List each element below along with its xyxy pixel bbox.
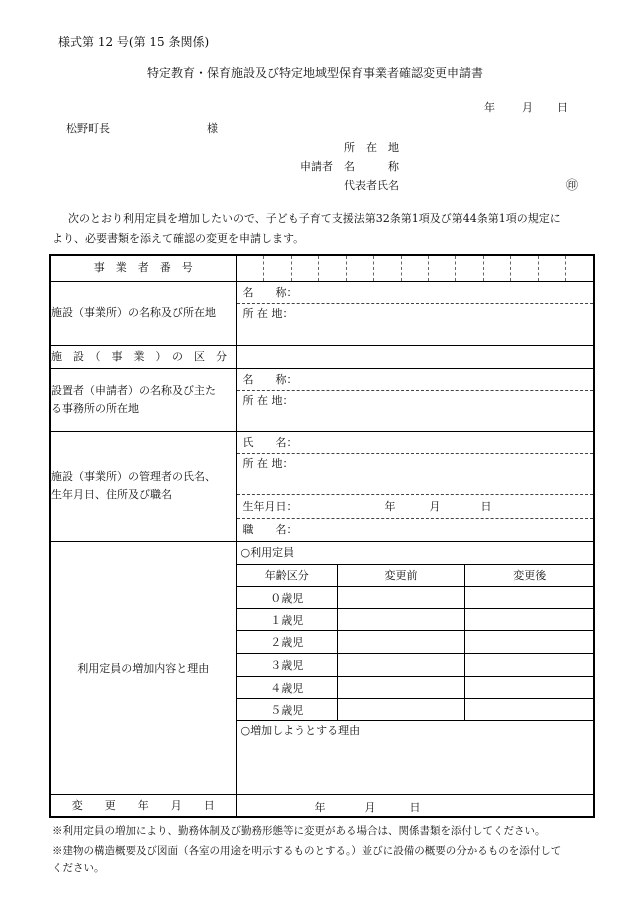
facility-name-address-label: 施設（事業所）の名称及び所在地 [50,281,236,345]
manager-name-field[interactable]: 氏 名： [237,432,594,454]
col-before-header: 変更前 [338,565,465,587]
applicant-label: 申請者 [300,160,333,173]
manager-label-line-2: 生年月日、住所及び職名 [51,488,172,501]
note-2-line-2: ください。 [52,862,105,874]
table-row [237,699,595,721]
number-digit-box[interactable] [538,256,565,281]
number-digit-box[interactable] [401,256,428,281]
number-digit-box[interactable] [237,256,264,281]
after-cell[interactable] [465,609,595,631]
age-label: ５歳児 [237,699,338,721]
age-label: １歳児 [237,609,338,631]
row-facility-category [50,345,594,368]
capacity-table [237,565,595,722]
change-date-label: 変 更 年 月 日 [50,794,236,817]
date-month: 月 [522,101,533,114]
number-digit-box[interactable] [264,256,291,281]
row-change-date [50,794,594,817]
number-digit-box[interactable] [483,256,510,281]
before-cell[interactable] [338,654,465,677]
col-age-header: 年齢区分 [237,565,338,587]
number-digit-box[interactable] [374,256,401,281]
birth-month-unit: 月 [429,499,441,513]
table-row [237,609,595,631]
applicant-address-label: 所 在 地 [344,141,399,154]
number-digit-box[interactable] [511,256,538,281]
addressee: 松野町長 [66,122,110,135]
row-facility [50,281,594,345]
birth-year-unit: 年 [384,499,396,513]
row-founder [50,368,594,431]
form-number: 様式第 12 号(第 15 条関係) [58,35,210,49]
facility-category-label: 施 設 （ 事 業 ） の 区 分 [50,345,236,368]
seal-mark: ㊞ [566,178,579,192]
row-manager [50,431,594,541]
change-date-field[interactable] [236,794,594,817]
founder-name-field[interactable]: 名 称： [237,369,594,391]
change-month-unit: 月 [364,800,376,814]
facility-address-field[interactable]: 所 在 地： [242,306,294,320]
facility-category-field[interactable] [236,345,594,368]
table-row [237,587,595,609]
age-label: ４歳児 [237,677,338,699]
after-cell[interactable] [465,677,595,699]
reason-field[interactable] [237,721,594,793]
note-1: ※利用定員の増加により、勤務体制及び勤務形態等に変更がある場合は、関係書類を添付してください。 [52,825,546,837]
before-cell[interactable] [338,609,465,631]
birth-label: 生年月日： [242,499,298,513]
date-year: 年 [484,101,495,114]
manager-job-field[interactable]: 職 名： [242,522,298,536]
business-number-label: 事 業 者 番 号 [50,255,236,281]
after-cell[interactable] [465,654,595,677]
change-year-unit: 年 [314,800,326,814]
age-label: ０歳児 [237,587,338,609]
age-label: ２歳児 [237,631,338,654]
intro-line-1: 次のとおり利用定員を増加したいので、子ども子育て支援法第32条第1項及び第44条第1項の規定に [68,212,561,225]
birth-day-unit: 日 [480,499,492,513]
table-row [237,631,595,654]
before-cell[interactable] [338,631,465,654]
before-cell[interactable] [338,587,465,609]
business-number-boxes [236,255,594,281]
table-row [237,677,595,699]
manager-birth-field[interactable] [237,495,594,519]
facility-name-field[interactable]: 名 称： [237,282,594,304]
applicant-name-label: 名 称 [344,160,399,173]
application-form-table [49,254,595,818]
reason-heading: ○増加しようとする理由 [240,724,361,737]
applicant-rep-label: 代表者氏名 [344,179,399,192]
table-row [237,654,595,677]
after-cell[interactable] [465,699,595,721]
after-cell[interactable] [465,587,595,609]
capacity-label: 利用定員の増加内容と理由 [50,541,236,794]
row-business-number [50,255,594,281]
number-digit-box[interactable] [428,256,455,281]
intro-line-2: より、必要書類を添えて確認の変更を申請します。 [52,232,305,245]
number-digit-box[interactable] [346,256,373,281]
founder-address-field[interactable]: 所 在 地： [242,393,294,407]
age-label: ３歳児 [237,654,338,677]
note-2-line-1: ※建物の構造概要及び図面（各室の用途を明示するものとする。）並びに設備の概要の分かるものを添付して [52,845,562,857]
manager-address-field[interactable]: 所 在 地： [237,454,594,495]
after-cell[interactable] [465,631,595,654]
addressee-suffix: 様 [207,122,218,135]
number-digit-box[interactable] [456,256,483,281]
change-day-unit: 日 [409,800,421,814]
row-capacity [50,541,594,794]
before-cell[interactable] [338,699,465,721]
founder-label-line-2: る事務所の所在地 [51,401,139,415]
number-digit-box[interactable] [291,256,318,281]
capacity-heading: ○利用定員 [237,542,594,565]
col-after-header: 変更後 [465,565,595,587]
date-day: 日 [557,101,568,114]
number-digit-box[interactable] [566,256,593,281]
business-number-grid [237,256,594,281]
before-cell[interactable] [338,677,465,699]
founder-label-line-1: 設置者（申請者）の名称及び主た [51,383,216,397]
document-title: 特定教育・保育施設及び特定地域型保育事業者確認変更申請書 [146,66,483,80]
manager-label-line-1: 施設（事業所）の管理者の氏名、 [51,470,216,483]
number-digit-box[interactable] [319,256,346,281]
